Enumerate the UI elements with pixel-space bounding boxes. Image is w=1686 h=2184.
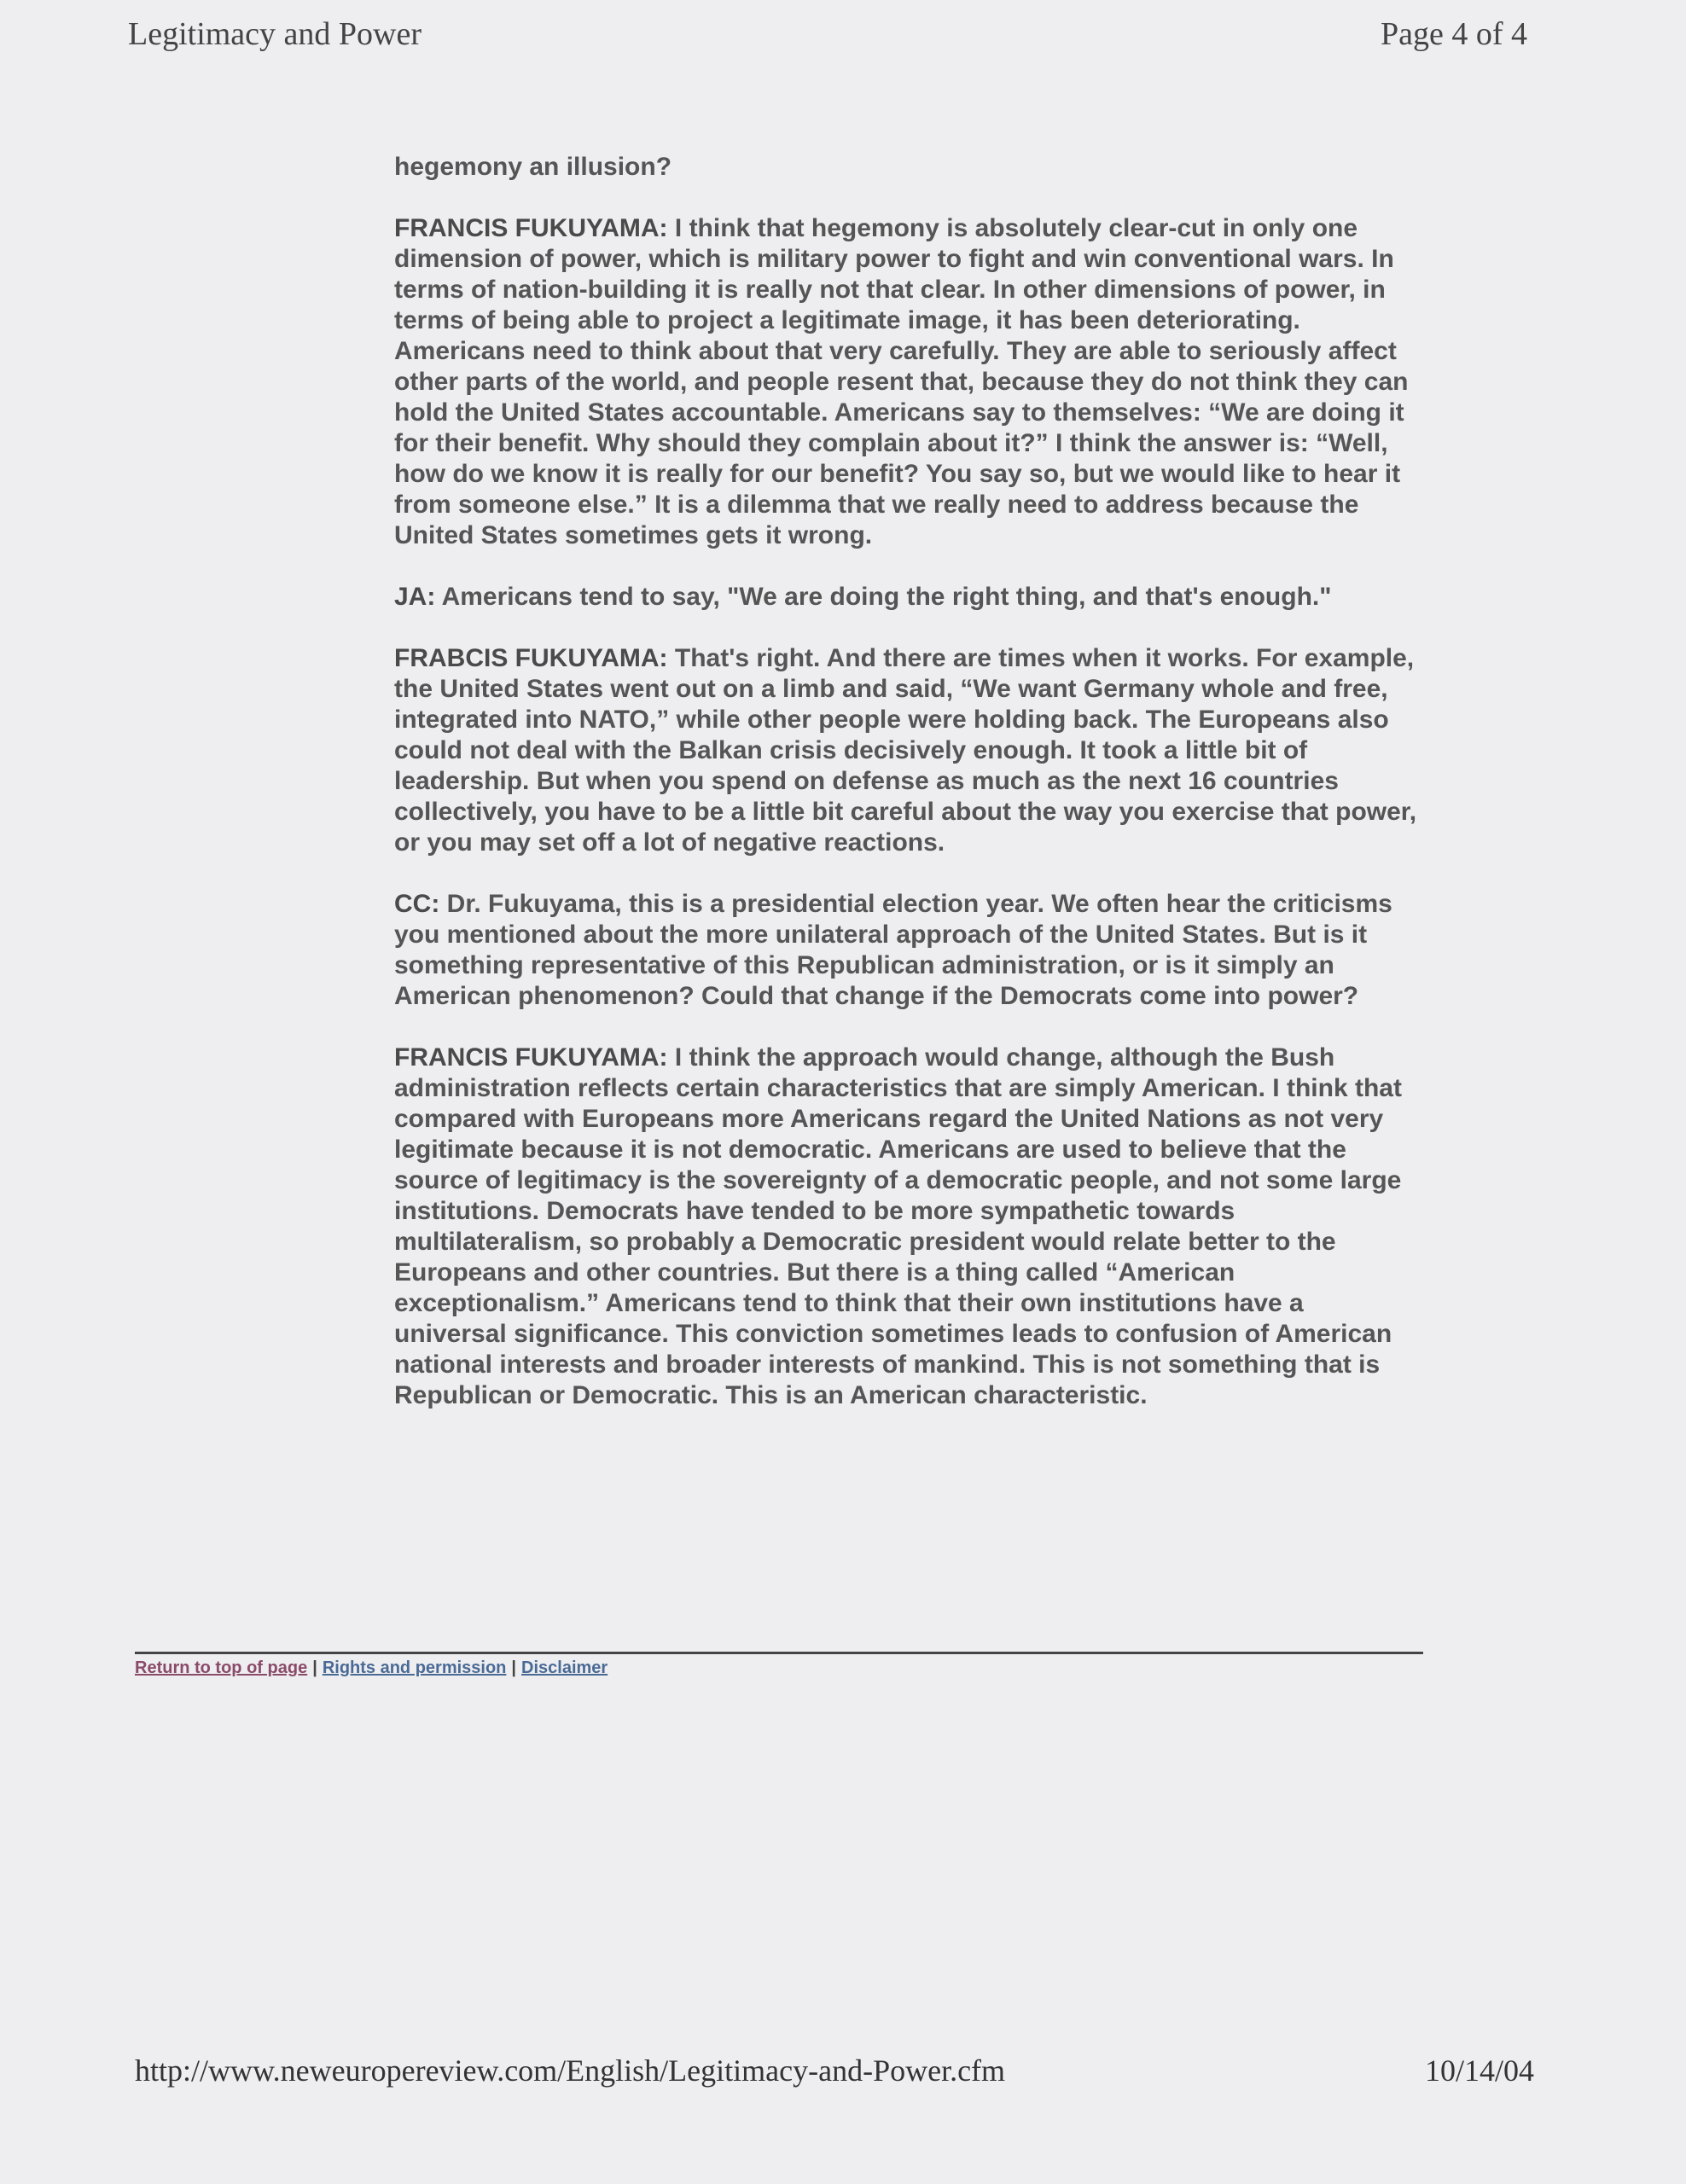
disclaimer-link[interactable]: Disclaimer xyxy=(521,1658,608,1677)
speaker-label: JA: xyxy=(394,583,436,611)
paragraph-text: Americans tend to say, "We are doing the right thing, and that's enough." xyxy=(435,583,1332,611)
paragraph-answer xyxy=(394,213,1418,551)
paragraph-question xyxy=(394,582,1418,613)
rights-and-permission-link[interactable]: Rights and permission xyxy=(322,1658,507,1677)
paragraph-text: hegemony an illusion? xyxy=(394,153,672,181)
document-title: Legitimacy and Power xyxy=(128,16,422,52)
page-header xyxy=(128,15,1527,67)
paragraph-continuation xyxy=(394,152,1418,183)
speaker-label: FRABCIS FUKUYAMA: xyxy=(394,644,668,672)
link-separator: | xyxy=(511,1658,517,1677)
paragraph-answer xyxy=(394,1043,1418,1411)
paragraph-text: Dr. Fukuyama, this is a presidential election year. We often hear the criticisms you mentioned about the more unilateral approach of the United States. But is it something representative of this Republican administration, or is it simply an American phenomenon? Could that change if the Democrats come into power? xyxy=(394,890,1392,1010)
footer-links xyxy=(135,1658,608,1678)
speaker-label: FRANCIS FUKUYAMA: xyxy=(394,214,668,242)
link-separator: | xyxy=(312,1658,317,1677)
source-url: http://www.neweuropereview.com/English/Legitimacy-and-Power.cfm xyxy=(135,2053,1006,2088)
speaker-label: CC: xyxy=(394,890,440,918)
page-number: Page 4 of 4 xyxy=(1380,16,1527,52)
print-date: 10/14/04 xyxy=(1424,2053,1534,2088)
paragraph-text: I think that hegemony is absolutely clear-cut in only one dimension of power, which is military power to fight and win conventional wars. In terms of nation-building it is really not that clear. In other dimensions of power, in terms of being able to project a legitimate image, it has been deteriorating. Americans need to think about that very carefully. They are able to seriously affect other parts of the world, and people resent that, because they do not think they can hold the United States accountable. Americans say to themselves: “We are doing it for their benefit. Why should they complain about it?” I think the answer is: “Well, how do we know it is really for our benefit? You say so, but we would like to hear it from someone else.” It is a dilemma that we really need to address because the United States sometimes gets it wrong. xyxy=(394,214,1409,549)
paragraph-question xyxy=(394,889,1418,1012)
paragraph-text: I think the approach would change, although the Bush administration reflects certain characteristics that are simply American. I think that compared with Europeans more Americans regard the United Nations as not very legitimate because it is not democratic. Americans are used to believe that the source of legitimacy is the sovereignty of a democratic people, and not some large institutions. Democrats have tended to be more sympathetic towards multilateralism, so probably a Democratic president would relate better to the Europeans and other countries. But there is a thing called “American exceptionalism.” Americans tend to think that their own institutions have a universal significance. This conviction sometimes leads to confusion of American national interests and broader interests of mankind. This is not something that is Republican or Democratic. This is an American characteristic. xyxy=(394,1043,1402,1409)
paragraph-answer xyxy=(394,643,1418,858)
article-body xyxy=(394,152,1418,1442)
paragraph-text: That's right. And there are times when it works. For example, the United States went out on a limb and said, “We want Germany whole and free, integrated into NATO,” while other people were holding back. The Europeans also could not deal with the Balkan crisis decisively enough. It took a little bit of leadership. But when you spend on defense as much as the next 16 countries collectively, you have to be a little bit careful about the way you exercise that power, or you may set off a lot of negative reactions. xyxy=(394,644,1417,857)
footer-divider xyxy=(135,1652,1423,1654)
return-to-top-link[interactable]: Return to top of page xyxy=(135,1658,308,1677)
speaker-label: FRANCIS FUKUYAMA: xyxy=(394,1043,668,1072)
